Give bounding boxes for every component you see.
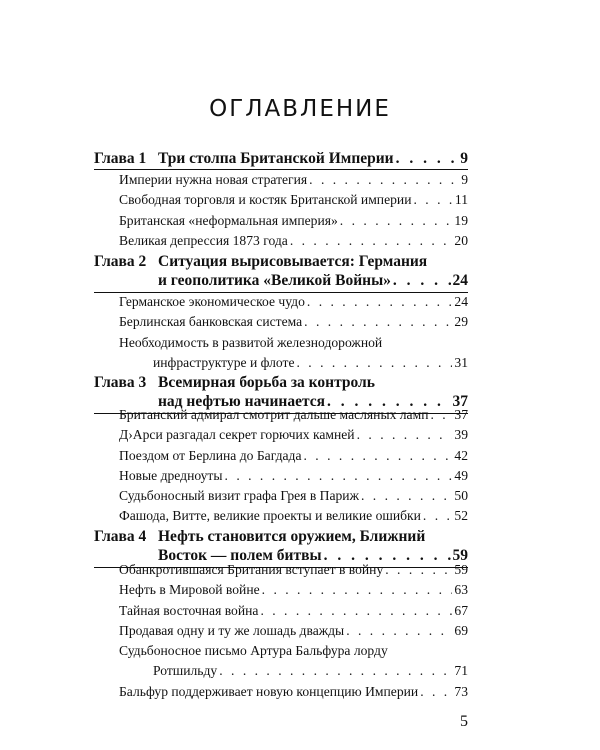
entry-page: 11 xyxy=(454,192,468,208)
entry-page: 31 xyxy=(454,354,468,370)
entry-title: Берлинская банковская система xyxy=(119,314,303,330)
dot-leader xyxy=(423,506,453,526)
dot-leader xyxy=(385,560,452,580)
toc-entry xyxy=(119,405,468,425)
dot-leader xyxy=(307,292,453,312)
chapter-title-line: Три столпа Британской Империи xyxy=(158,150,394,167)
entry-title: Ротшильду xyxy=(153,663,218,679)
entry-title: Тайная восточная война xyxy=(119,602,259,618)
toc-entry xyxy=(119,211,468,231)
entry-title: Новые дредноуты xyxy=(119,467,223,483)
toc-entry xyxy=(119,425,468,445)
toc-entry xyxy=(119,506,468,526)
entry-title: Д›Арси разгадал секрет горючих камней xyxy=(119,427,355,443)
toc-entry xyxy=(119,292,468,312)
chapter-1-entries xyxy=(119,170,468,251)
page-number: 5 xyxy=(460,713,468,730)
entry-title: Обанкротившаяся Британия вступает в войну xyxy=(119,562,384,577)
entry-page: 69 xyxy=(454,622,468,638)
entry-page: 50 xyxy=(454,488,468,504)
chapter-label: Глава 1 xyxy=(94,150,147,167)
toc-entry-continuation xyxy=(119,661,468,681)
dot-leader xyxy=(309,170,459,190)
entry-title: Германское экономическое чудо xyxy=(119,294,305,309)
dot-leader xyxy=(361,486,452,506)
toc-entry xyxy=(119,486,468,506)
entry-title: Фашода, Витте, великие проекты и великие ошибки xyxy=(119,508,421,524)
entry-page: 59 xyxy=(454,562,468,577)
entry-page: 42 xyxy=(454,447,468,463)
entry-page: 9 xyxy=(461,172,468,187)
chapter-label: Глава 2 xyxy=(94,253,147,270)
chapter-title-line: Ситуация вырисовывается: Германия xyxy=(158,253,428,270)
dot-leader xyxy=(346,621,452,641)
chapter-3-entries xyxy=(119,405,468,527)
entry-page: 24 xyxy=(454,294,468,309)
entry-title: Необходимость в развитой железнодорожной xyxy=(119,334,383,350)
chapter-page: 9 xyxy=(460,150,468,167)
dot-leader xyxy=(219,661,452,681)
entry-page: 52 xyxy=(454,508,468,524)
dot-leader xyxy=(260,601,452,621)
chapter-label: Глава 3 xyxy=(94,374,147,391)
toc-entry xyxy=(119,312,468,332)
entry-page: 20 xyxy=(454,232,468,248)
chapter-title-line: над нефтью начинается xyxy=(158,393,326,410)
toc-entry-continuation xyxy=(119,353,468,373)
entry-title: Нефть в Мировой войне xyxy=(119,582,260,598)
chapter-title-line: Нефть становится оружием, Ближний xyxy=(158,528,426,545)
toc-entry xyxy=(119,641,468,661)
toc-entry xyxy=(119,601,468,621)
chapter-title xyxy=(158,149,468,168)
chapter-2-entries xyxy=(119,292,468,373)
chapter-title-line: и геополитика «Великой Войны» xyxy=(158,272,391,289)
chapter-title-line: Всемирная борьба за контроль xyxy=(158,374,375,391)
dot-leader xyxy=(304,312,452,332)
dot-leader xyxy=(430,405,452,425)
chapter-title-line: Восток — полем битвы xyxy=(158,547,322,564)
toc-entry xyxy=(119,682,468,702)
chapter-title xyxy=(158,252,468,290)
entry-title: Свободная торговля и костяк Британской империи xyxy=(119,192,412,208)
entry-page: 39 xyxy=(454,427,468,443)
toc-entry xyxy=(119,190,468,210)
toc-entry xyxy=(119,333,468,353)
toc-entry xyxy=(119,231,468,251)
dot-leader xyxy=(304,446,453,466)
toc-entry xyxy=(119,560,468,580)
chapter-page: 59 xyxy=(452,547,468,564)
dot-leader xyxy=(393,271,451,290)
entry-page: 37 xyxy=(454,407,468,422)
entry-title: Продавая одну и ту же лошадь дважды xyxy=(119,622,345,638)
entry-page: 71 xyxy=(454,663,468,679)
entry-page: 49 xyxy=(454,467,468,483)
toc-entry xyxy=(119,621,468,641)
entry-page: 67 xyxy=(454,602,468,618)
toc-entry xyxy=(119,170,468,190)
toc-entry xyxy=(119,580,468,600)
dot-leader xyxy=(357,425,453,445)
entry-title: Судьбоносное письмо Артура Бальфура лорду xyxy=(119,643,388,659)
dot-leader xyxy=(396,149,459,168)
entry-page: 29 xyxy=(454,314,468,330)
entry-page: 63 xyxy=(454,582,468,598)
dot-leader xyxy=(290,231,453,251)
entry-title: Судьбоносный визит графа Грея в Париж xyxy=(119,488,359,504)
entry-title: Поездом от Берлина до Багдада xyxy=(119,447,302,463)
toc-entry xyxy=(119,446,468,466)
dot-leader xyxy=(420,682,452,702)
entry-title: Империи нужна новая стратегия xyxy=(119,172,308,187)
entry-title: Британский адмирал смотрит дальше масляных ламп xyxy=(119,407,429,422)
toc-entry xyxy=(119,466,468,486)
entry-title: Бальфур поддерживает новую концепцию Империи xyxy=(119,683,419,699)
chapter-4-entries xyxy=(119,560,468,702)
dot-leader xyxy=(296,353,452,373)
entry-page: 19 xyxy=(454,212,468,228)
entry-title: Великая депрессия 1873 года xyxy=(119,232,288,248)
chapter-page: 37 xyxy=(452,393,468,410)
toc-heading: ОГЛАВЛЕНИЕ xyxy=(209,96,391,122)
dot-leader xyxy=(262,580,453,600)
entry-title: инфраструктуре и флоте xyxy=(153,354,295,370)
chapter-page: 24 xyxy=(452,272,468,289)
dot-leader xyxy=(340,211,453,231)
dot-leader xyxy=(225,466,453,486)
entry-page: 73 xyxy=(454,683,468,699)
chapter-label: Глава 4 xyxy=(94,528,147,545)
dot-leader xyxy=(413,190,452,210)
entry-title: Британская «неформальная империя» xyxy=(119,212,338,228)
